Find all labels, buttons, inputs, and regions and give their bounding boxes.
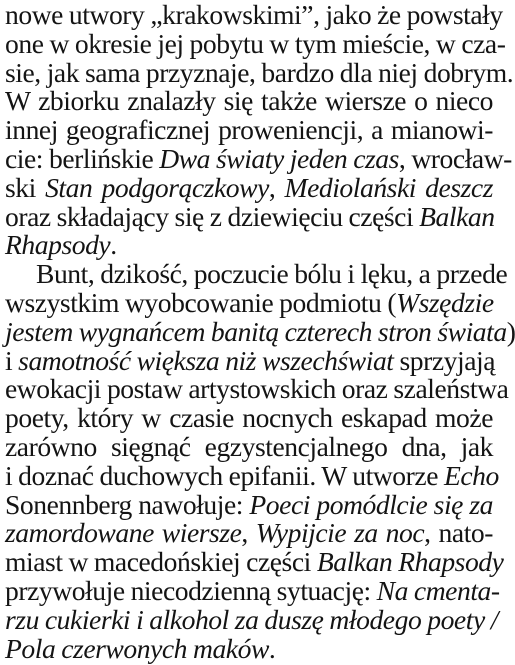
text-segment: one w okresie jej pobytu w tym mieście, w cza- bbox=[5, 27, 506, 59]
text-segment: wszystkim wyobcowanie podmiotu ( bbox=[5, 287, 397, 318]
text-line bbox=[5, 433, 493, 462]
text-line bbox=[5, 315, 515, 347]
text-line bbox=[5, 116, 493, 145]
text-segment: poety, który w czasie nocnych eskapad może bbox=[5, 402, 493, 434]
text-line bbox=[5, 171, 493, 203]
text-segment: ewokacji postaw artystowskich oraz szaleństwa bbox=[5, 373, 509, 405]
text-line bbox=[5, 575, 500, 606]
text-segment: . bbox=[110, 229, 117, 261]
italic-text-segment: zamordowane wiersze bbox=[5, 517, 242, 549]
text-line bbox=[5, 56, 514, 88]
text-segment: oraz składający się z dziewięciu części bbox=[5, 200, 420, 232]
text-line bbox=[5, 143, 512, 174]
text-line bbox=[5, 404, 493, 433]
italic-text-segment: Na cmenta- bbox=[376, 575, 500, 606]
text-line bbox=[5, 546, 504, 578]
italic-text-segment: rzu cukierki i alkohol za duszę młodego poety / bbox=[5, 603, 498, 635]
text-segment: Bunt, dzikość, poczucie bólu i lęku, a przede bbox=[36, 258, 508, 290]
text-segment: , bbox=[268, 171, 285, 203]
italic-text-segment: Balkan bbox=[419, 200, 495, 232]
italic-text-segment: Pola czerwonych maków bbox=[5, 632, 269, 664]
text-line bbox=[5, 0, 503, 30]
italic-text-segment: Echo bbox=[443, 459, 499, 491]
text-segment: , bbox=[241, 517, 256, 549]
text-segment: i doznać duchowych epifanii. W utworze bbox=[5, 459, 444, 491]
text-line bbox=[5, 344, 496, 376]
italic-text-segment: jestem wygnańcem banitą czterech stron świata bbox=[5, 315, 507, 347]
text-segment: . bbox=[268, 632, 276, 664]
text-line bbox=[5, 632, 493, 664]
text-line bbox=[5, 603, 498, 635]
text-line bbox=[5, 200, 495, 232]
italic-text-segment: Stan podgorączkowy bbox=[45, 171, 269, 203]
text-line bbox=[36, 258, 508, 290]
text-segment: sie, jak sama przyznaje, bardzo dla niej dobrym. bbox=[5, 56, 514, 88]
italic-text-segment: Dwa światy jeden czas bbox=[159, 143, 399, 174]
text-segment: , wrocław- bbox=[398, 143, 512, 174]
text-segment: i bbox=[5, 344, 19, 376]
text-segment: innej geograficznej proweniencji, a mianowi- bbox=[5, 114, 493, 146]
italic-text-segment: samotność większa niż wszechświat bbox=[18, 344, 394, 376]
text-line bbox=[5, 231, 493, 260]
text-line bbox=[5, 27, 506, 59]
italic-text-segment: Poeci pomódlcie się za bbox=[249, 488, 493, 520]
text-segment: Sonennberg nawołuje: bbox=[5, 488, 250, 520]
text-line bbox=[5, 459, 499, 491]
italic-text-segment: Balkan Rhapsody bbox=[316, 546, 504, 578]
text-line bbox=[5, 488, 493, 520]
text-segment: zarówno sięgnąć egzystencjalnego dna, jak bbox=[5, 431, 493, 462]
text-segment: cie: berlińskie bbox=[5, 143, 160, 174]
text-segment: ) bbox=[506, 315, 515, 347]
text-line bbox=[5, 519, 493, 548]
text-segment: przywołuje niecodzienną sytuację: bbox=[5, 575, 377, 606]
italic-text-segment: Rhapsody bbox=[5, 229, 111, 261]
text-segment: sprzyjają bbox=[393, 344, 496, 376]
text-line bbox=[5, 289, 493, 318]
italic-text-segment: Wypijcie za noc bbox=[255, 517, 425, 549]
text-segment: , nato- bbox=[424, 517, 493, 549]
text-line bbox=[5, 373, 509, 405]
text-segment: miast w macedońskiej części bbox=[5, 546, 317, 578]
text-segment: nowe utwory „krakowskimi”, jako że powstały bbox=[5, 0, 503, 30]
text-line bbox=[5, 87, 493, 116]
text-segment: W zbiorku znalazły się także wiersze o nieco bbox=[5, 85, 493, 117]
italic-text-segment: Wszędzie bbox=[396, 287, 494, 318]
text-segment: ski bbox=[5, 171, 46, 203]
italic-text-segment: Mediolański deszcz bbox=[284, 171, 493, 203]
